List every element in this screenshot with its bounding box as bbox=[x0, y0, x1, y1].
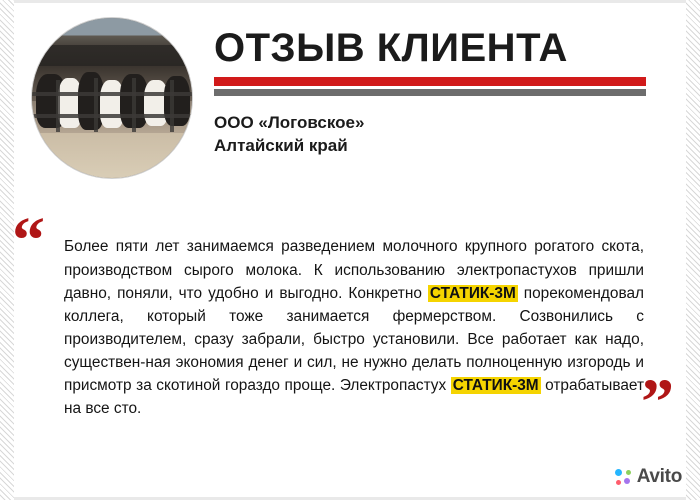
right-hatch-strip bbox=[686, 0, 700, 500]
cow-shape bbox=[164, 76, 190, 126]
header-text bbox=[214, 28, 674, 158]
header bbox=[18, 10, 682, 175]
farm-photo bbox=[32, 18, 192, 178]
quote-close-mark: ” bbox=[641, 366, 674, 439]
gray-rule bbox=[214, 89, 646, 96]
red-rule bbox=[214, 77, 646, 86]
testimonial-text bbox=[64, 235, 644, 420]
barn-post bbox=[56, 80, 60, 132]
farm-photo-image bbox=[32, 18, 192, 178]
avito-logo-icon bbox=[615, 469, 632, 486]
top-edge-divider bbox=[0, 0, 700, 3]
avito-watermark bbox=[615, 466, 682, 488]
barn-post bbox=[132, 78, 136, 132]
testimonial-part-2: порекомендовал коллега, который тоже занимается фермерством. Созвонились с производителем, сразу забрали, быстро установили. Все работает как надо, существен-ная экономия денег и сил, не нужно делать полноценную изгородь и присмотр за скотиной гораздо проще. Электропастух bbox=[64, 284, 644, 395]
quote-open-mark: “ bbox=[12, 204, 45, 277]
testimonial-part-1: Более пяти лет занимаемся разведением молочного крупного рогатого скота, производством сырого молока. К использованию электропастухов пришли давно, поняли, что удобно и выгодно. Конкретно bbox=[64, 238, 644, 302]
brand-highlight-2: СТАТИК-3М bbox=[452, 377, 539, 395]
company-name: ООО «Логовское» bbox=[214, 113, 365, 132]
brand-highlight-1: СТАТИК-3М bbox=[429, 284, 516, 302]
barn-post bbox=[170, 80, 174, 132]
page-title: ОТЗЫВ КЛИЕНТА bbox=[214, 26, 568, 70]
avito-wordmark: Avito bbox=[636, 466, 682, 487]
barn-post bbox=[94, 78, 98, 132]
testimonial-part-3: отрабатывает на все сто. bbox=[64, 377, 644, 418]
company-region: Алтайский край bbox=[214, 135, 348, 155]
